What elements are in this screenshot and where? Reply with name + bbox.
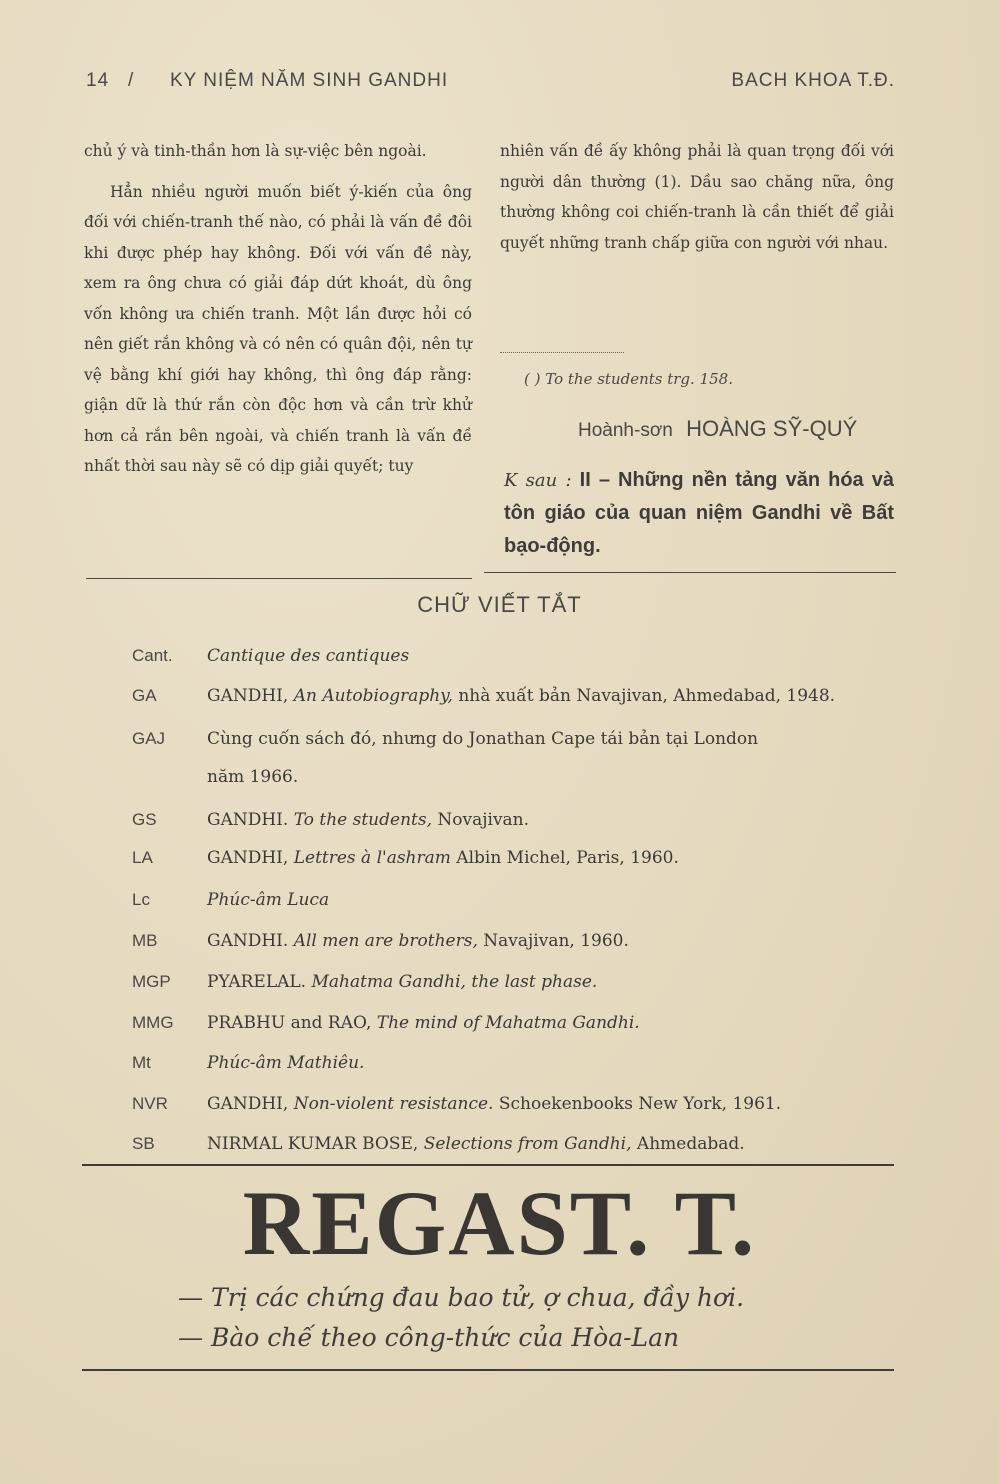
abbr-value: GANDHI. All men are brothers, Navajivan, 1960. (207, 931, 629, 951)
abbr-value: NIRMAL KUMAR BOSE, Selections from Gandhi, Ahmedabad. (207, 1134, 745, 1154)
header-separator: / (128, 70, 135, 91)
ad-line-2: — Bào chế theo công-thức của Hòa-Lan (178, 1323, 680, 1352)
abbr-value: Phúc-âm Luca (207, 890, 330, 910)
author-signature (578, 416, 896, 442)
right-paragraph-1: nhiên vấn đề ấy không phải là quan trọng đối với người dân thường (1). Dầu sao chăng nữa, ông thường không coi chiến-tranh là cần thiết để giải quyết những tranh chấp giữa con người với nhau. (500, 142, 894, 252)
abbr-value: Phúc-âm Mathiêu. (207, 1053, 365, 1073)
abbr-value: PYARELAL. Mahatma Gandhi, the last phase. (207, 972, 598, 992)
abbr-key: GAJ (132, 729, 166, 748)
left-column (84, 136, 472, 482)
next-issue-title: II – Những nền tảng văn hóa và tôn giáo của quan niệm Gandhi về Bất bạo-động. (504, 469, 894, 557)
left-column-rule (86, 578, 472, 579)
ad-brand: REGAST. T. (242, 1172, 757, 1274)
abbr-key: Lc (132, 890, 150, 909)
abbr-key: GA (132, 686, 157, 705)
abbr-key: GS (132, 810, 157, 829)
abbr-key: MGP (132, 972, 171, 991)
footnote-rule (500, 352, 624, 353)
running-title: KY NIỆM NĂM SINH GANDHI (170, 70, 449, 91)
next-issue-label: K sau : (504, 470, 572, 491)
abbr-value: Cùng cuốn sách đó, nhưng do Jonathan Cape tái bản tại London (207, 729, 759, 749)
right-column-rule (484, 572, 896, 573)
abbr-key: Mt (132, 1053, 151, 1072)
footnote: ( ) To the students trg. 158. (524, 370, 733, 388)
abbr-value: năm 1966. (207, 767, 299, 787)
abbreviations-heading: CHỮ VIẾT TẮT (417, 592, 582, 617)
journal-name: BACH KHOA T.Đ. (731, 70, 895, 91)
abbr-key: LA (132, 848, 153, 867)
next-issue-notice (504, 464, 894, 563)
right-column (500, 136, 894, 258)
abbr-key: NVR (132, 1094, 168, 1113)
abbr-key: MMG (132, 1013, 174, 1032)
abbr-value: GANDHI, Non-violent resistance. Schoekenbooks New York, 1961. (207, 1094, 782, 1114)
abbr-value: GANDHI. To the students, Novajivan. (207, 810, 530, 830)
abbr-value: GANDHI, Lettres à l'ashram Albin Michel, Paris, 1960. (207, 848, 679, 868)
abbr-value: GANDHI, An Autobiography, nhà xuất bản Navajivan, Ahmedabad, 1948. (207, 686, 836, 706)
abbr-key: MB (132, 931, 158, 950)
left-paragraph-1: chủ ý và tinh-thần hơn là sự-việc bên ngoài. (84, 142, 427, 160)
abbr-value: PRABHU and RAO, The mind of Mahatma Gandhi. (207, 1013, 640, 1033)
author-given-name: Hoành-sơn (578, 420, 673, 441)
page-number: 14 (86, 70, 110, 91)
abbr-key: Cant. (132, 646, 173, 665)
abbr-key: SB (132, 1134, 155, 1153)
ad-line-1: — Trị các chứng đau bao tử, ợ chua, đầy hơi. (178, 1283, 745, 1312)
left-paragraph-2: Hẳn nhiều người muốn biết ý-kiến của ông đối với chiến-tranh thế nào, có phải là vấn đề đôi khi được phép hay không. Đối với vấn đề này, xem ra ông chưa có giải đáp dứt khoát, dù ông vốn không ưa chiến tranh. Một lần được hỏi có nên giết rắn không và có nên có quân đội, nên tự vệ bằng khí giới hay không, thì ông đáp rằng: giận dữ là thứ rắn còn độc hơn và cần trừ khử hơn cả rắn bên ngoài, và chiến tranh là vấn đề nhất thời sau này sẽ có dịp giải quyết; tuy (84, 182, 472, 475)
abbr-value: Cantique des cantiques (207, 646, 410, 666)
author-family-name: HOÀNG SỸ-QUÝ (686, 416, 858, 441)
